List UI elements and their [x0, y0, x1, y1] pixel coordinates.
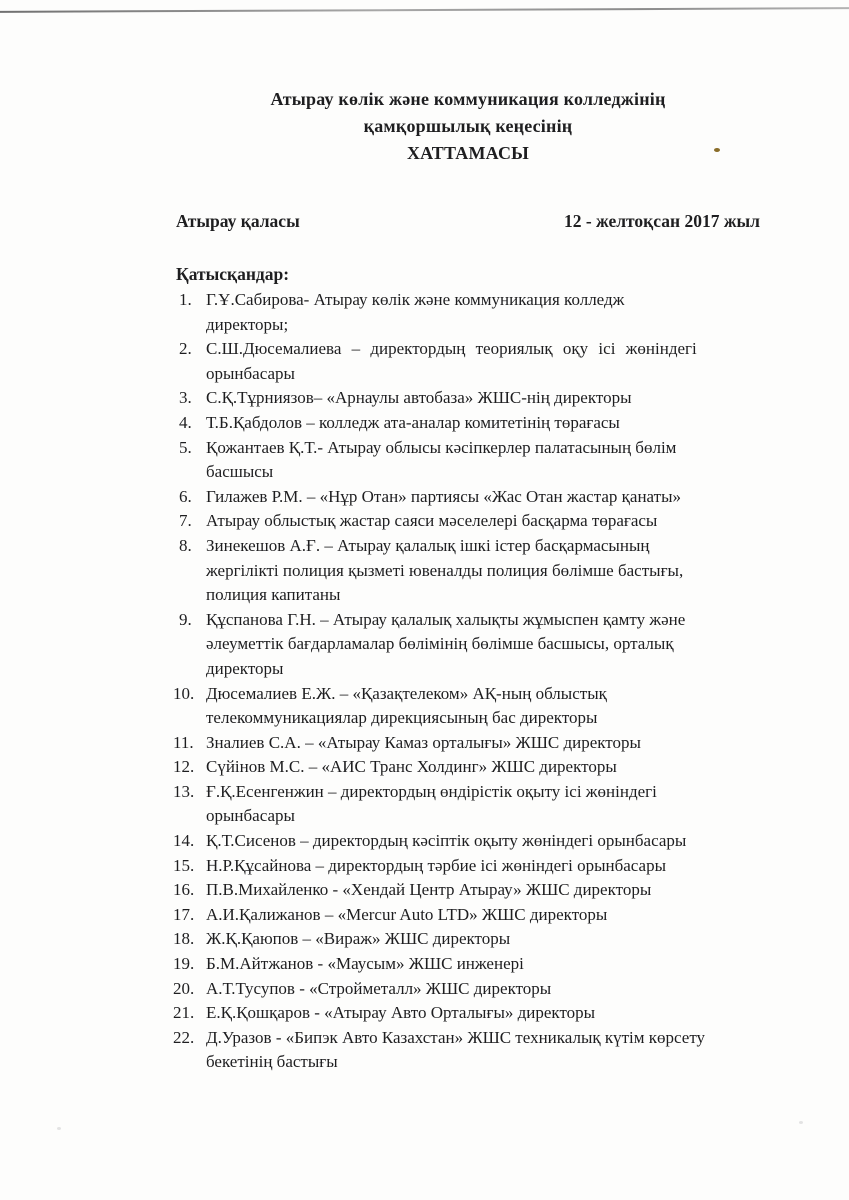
- attendee-text-line: Қожантаев Қ.Т.- Атырау облысы кәсіпкерлер палатасының бөлім: [206, 437, 677, 457]
- attendee-number: 7.: [179, 511, 192, 531]
- attendee-text: [206, 977, 760, 1002]
- attendee-text-line: бекетінің бастығы: [206, 1052, 338, 1072]
- attendee-text-line: Н.Р.Құсайнова – директордың тәрбие ісі жөніндегі орынбасары: [206, 855, 667, 875]
- attendee-text: [206, 436, 760, 485]
- attendee-item: [176, 386, 760, 411]
- attendee-text-line: Зинекешов А.Ғ. – Атырау қалалық ішкі істер басқармасының: [206, 535, 650, 555]
- attendee-text: [206, 878, 760, 903]
- attendee-text-line: телекоммуникациялар дирекциясының бас директоры: [206, 708, 598, 728]
- attendee-text-line: А.Т.Тусупов - «Стройметалл» ЖШС директоры: [206, 978, 552, 998]
- attendee-text: [206, 288, 760, 337]
- attendee-number: 1.: [179, 290, 192, 309]
- attendee-item: [173, 755, 760, 780]
- attendee-number: 8.: [179, 535, 192, 555]
- attendee-item: [173, 878, 760, 903]
- attendee-text: [206, 829, 760, 854]
- attendee-item: [173, 854, 760, 879]
- attendee-text-line: директоры;: [206, 314, 289, 334]
- attendee-text-line: П.В.Михайленко - «Хендай Центр Атырау» ЖШС директоры: [206, 880, 652, 900]
- attendee-text-line: Е.Қ.Қошқаров - «Атырау Авто Орталығы» директоры: [206, 1003, 596, 1023]
- attendee-text: [206, 927, 760, 952]
- attendee-text-line: полиция капитаны: [206, 585, 341, 605]
- attendee-item: [173, 952, 760, 977]
- attendee-item: [173, 903, 760, 928]
- attendee-item: [173, 780, 760, 829]
- attendee-number: 14.: [173, 831, 195, 851]
- attendee-text-line: С.Ш.Дюсемалиева – директордың теориялық оқу ісі жөніндегі: [206, 339, 697, 359]
- city-label: Атырау қаласы: [176, 211, 300, 231]
- attendee-number: 2.: [179, 339, 192, 359]
- attendee-number: 12.: [173, 757, 195, 777]
- attendee-number: 17.: [173, 904, 195, 924]
- scan-speck-artifact: [799, 1121, 803, 1124]
- scan-speck-artifact: [57, 1127, 61, 1130]
- attendee-text-line: Сүйінов М.С. – «АИС Транс Холдинг» ЖШС директоры: [206, 757, 617, 777]
- attendee-text-line: Г.Ұ.Сабирова- Атырау көлік және коммуникация колледж: [206, 290, 625, 309]
- attendee-text: [206, 386, 760, 411]
- attendee-text: [206, 1026, 760, 1075]
- attendee-text-line: Құспанова Г.Н. – Атырау қалалық халықты жұмыспен қамту және: [206, 609, 686, 629]
- attendee-number: 22.: [173, 1027, 195, 1047]
- attendee-text-line: Гилажев Р.М. – «Нұр Отан» партиясы «Жас Отан жастар қанаты»: [206, 486, 681, 506]
- attendee-number: 3.: [179, 388, 192, 408]
- attendee-text: [206, 731, 760, 756]
- attendee-item: [173, 1001, 760, 1026]
- attendee-text-line: Зналиев С.А. – «Атырау Камаз орталығы» ЖШС директоры: [206, 732, 641, 752]
- attendee-text-line: Ж.Қ.Қаюпов – «Вираж» ЖШС директоры: [206, 929, 511, 949]
- title-line-council: қамқоршылық кеңесінің: [363, 116, 573, 136]
- attendee-number: 20.: [173, 978, 195, 998]
- attendee-text: [206, 903, 760, 928]
- attendee-text-line: А.И.Қалижанов – «Mercur Auto LTD» ЖШС директоры: [206, 904, 608, 924]
- attendee-item: [176, 509, 760, 534]
- attendee-number: 9.: [179, 609, 192, 629]
- attendee-item: [173, 927, 760, 952]
- attendee-text: [206, 1001, 760, 1026]
- attendee-text-line: орынбасары: [206, 363, 295, 383]
- attendee-text-line: Атырау облыстық жастар саяси мәселелері басқарма төрағасы: [206, 511, 658, 531]
- attendee-item: [176, 534, 760, 608]
- attendee-item: [173, 1026, 760, 1075]
- attendee-text: [206, 534, 760, 608]
- attendee-text: [206, 509, 760, 534]
- attendee-number: 5.: [179, 437, 192, 457]
- attendee-number: 21.: [173, 1003, 195, 1023]
- attendee-text-line: Т.Б.Қабдолов – колледж ата-аналар комитетінің төрағасы: [206, 412, 620, 432]
- attendee-text: [206, 411, 760, 436]
- document-title: [176, 86, 760, 167]
- attendee-item: [176, 608, 760, 682]
- attendee-number: 15.: [173, 855, 195, 875]
- attendee-item: [173, 977, 760, 1002]
- meta-row: [176, 209, 760, 233]
- attendee-text: [206, 608, 760, 682]
- attendee-number: 10.: [173, 683, 195, 703]
- attendee-item: [176, 288, 760, 337]
- attendees-list: [173, 288, 760, 1075]
- attendee-text-line: директоры: [206, 658, 284, 678]
- attendee-text: [206, 854, 760, 879]
- attendee-text-line: С.Қ.Тұрниязов– «Арнаулы автобаза» ЖШС-нің директоры: [206, 388, 632, 408]
- attendee-text-line: Ғ.Қ.Есенгенжин – директордың өндірістік оқыту ісі жөніндегі: [206, 781, 657, 801]
- attendee-number: 11.: [173, 732, 194, 752]
- document-content: [173, 0, 760, 1075]
- attendee-item: [176, 436, 760, 485]
- attendee-text-line: орынбасары: [206, 806, 295, 826]
- attendee-text: [206, 780, 760, 829]
- attendee-text-line: әлеуметтік бағдарламалар бөлімінің бөлімше басшысы, орталық: [206, 634, 674, 654]
- attendee-text: [206, 755, 760, 780]
- attendee-text: [206, 952, 760, 977]
- attendee-item: [173, 731, 760, 756]
- title-line-college: Атырау көлік және коммуникация колледжінің: [270, 89, 666, 109]
- attendee-item: [173, 829, 760, 854]
- attendee-item: [173, 682, 760, 731]
- date-label: 12 - желтоқсан 2017 жыл: [563, 211, 760, 231]
- attendee-text: [206, 337, 760, 386]
- attendee-text-line: Қ.Т.Сисенов – директордың кәсіптік оқыту жөніндегі орынбасары: [206, 831, 687, 851]
- attendee-text-line: Дюсемалиев Е.Ж. – «Қазақтелеком» АҚ-ның облыстық: [206, 683, 607, 703]
- attendee-text: [206, 682, 760, 731]
- title-line-protocol: ХАТТАМАСЫ: [406, 143, 530, 163]
- attendee-number: 13.: [173, 781, 195, 801]
- attendee-number: 6.: [179, 486, 192, 506]
- attendee-text: [206, 485, 760, 510]
- attendee-text-line: Б.М.Айтжанов - «Маусым» ЖШС инженері: [206, 954, 524, 974]
- attendee-number: 4.: [179, 412, 192, 432]
- attendee-text-line: Д.Уразов - «Бипэк Авто Казахстан» ЖШС техникалық күтім көрсету: [206, 1027, 706, 1047]
- attendee-item: [176, 411, 760, 436]
- attendee-number: 16.: [173, 880, 195, 900]
- attendee-text-line: басшысы: [206, 462, 274, 482]
- attendees-heading: Қатысқандар:: [176, 264, 290, 284]
- attendee-number: 18.: [173, 929, 195, 949]
- attendee-text-line: жергілікті полиция қызметі ювеналды полиция бөлімше бастығы,: [206, 560, 684, 580]
- attendee-item: [176, 337, 760, 386]
- attendee-number: 19.: [173, 954, 195, 974]
- attendee-item: [176, 485, 760, 510]
